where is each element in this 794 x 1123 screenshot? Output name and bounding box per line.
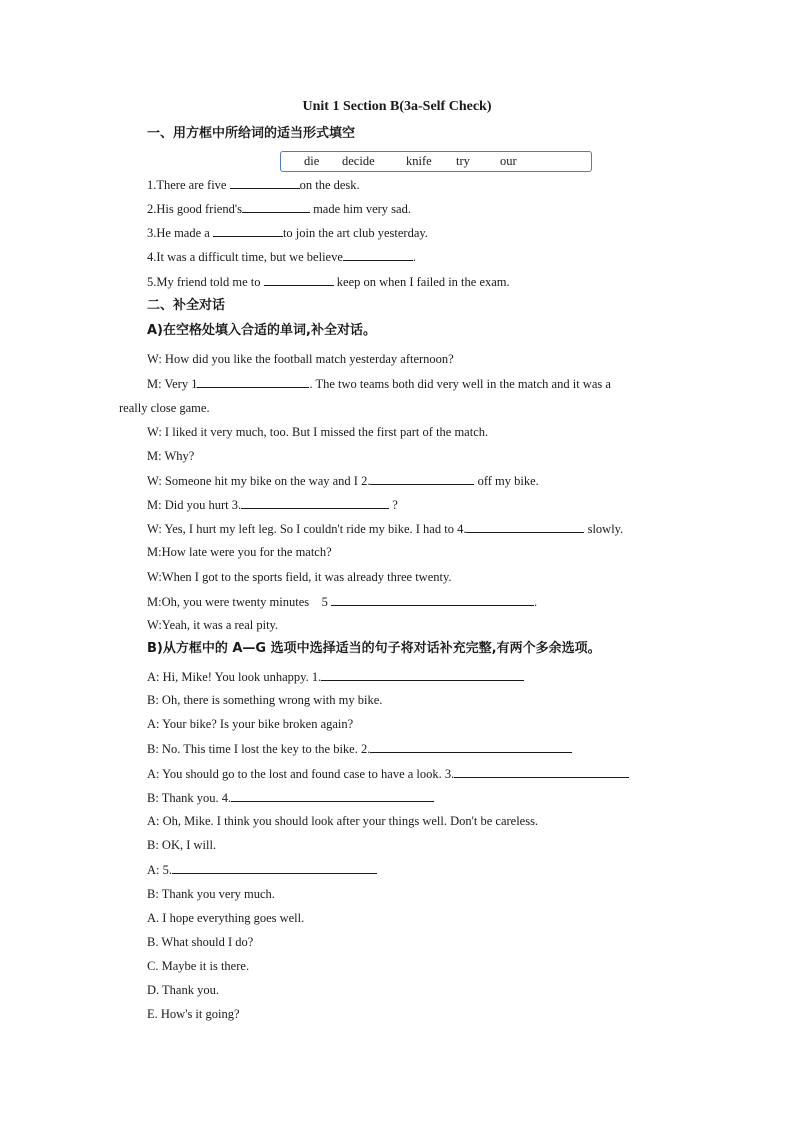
answer-blank[interactable] [370, 740, 572, 753]
dialogue-line: B: Thank you very much. [147, 887, 275, 901]
word-box-item: die [304, 154, 320, 168]
part2-heading: 二、补全对话 [147, 298, 226, 313]
section-b-heading: B)从方框中的 A—G 选项中选择适当的句子将对话补充完整,有两个多余选项。 [147, 641, 601, 656]
answer-blank[interactable] [241, 496, 389, 509]
word-box-item: decide [342, 154, 375, 168]
answer-blank[interactable] [454, 765, 629, 778]
answer-blank[interactable] [231, 789, 434, 802]
answer-blank[interactable] [197, 375, 309, 388]
dialogue-line: B: Thank you. 4. [147, 789, 434, 806]
dialogue-line: B: OK, I will. [147, 838, 217, 852]
dialogue-line: M:Oh, you were twenty minutes 5 . [147, 595, 538, 609]
answer-blank[interactable] [172, 861, 377, 874]
word-box [280, 151, 592, 172]
part1-heading: 一、用方框中所给词的适当形式填空 [147, 126, 356, 141]
dialogue-line: W:When I got to the sports field, it was already three twenty. [147, 570, 452, 584]
dialogue-line: A: You should go to the lost and found case to have a look. 3. [147, 765, 629, 782]
dialogue-line: A: 5. [147, 861, 377, 878]
option-line: C. Maybe it is there. [147, 959, 250, 973]
dialogue-line: W: I liked it very much, too. But I missed the first part of the match. [147, 425, 489, 439]
answer-blank[interactable] [331, 593, 534, 606]
dialogue-line: W: Someone hit my bike on the way and I 2. off my bike. [147, 474, 539, 488]
answer-blank[interactable] [264, 273, 334, 286]
exercise-item: 2.His good friend's made him very sad. [147, 202, 411, 216]
dialogue-line: B: Oh, there is something wrong with my bike. [147, 693, 383, 707]
exercise-item: 1.There are five on the desk. [147, 178, 360, 192]
dialogue-line: W: Yes, I hurt my left leg. So I couldn't ride my bike. I had to 4. slowly. [147, 522, 624, 536]
dialogue-line: A: Oh, Mike. I think you should look after your things well. Don't be careless. [147, 814, 539, 828]
answer-blank[interactable] [230, 176, 300, 189]
dialogue-line: A: Hi, Mike! You look unhappy. 1. [147, 668, 524, 685]
answer-blank[interactable] [242, 200, 310, 213]
dialogue-line: W: How did you like the football match yesterday afternoon? [147, 352, 454, 366]
option-line: D. Thank you. [147, 983, 219, 997]
dialogue-line: W:Yeah, it was a real pity. [147, 618, 279, 632]
answer-blank[interactable] [370, 472, 474, 485]
word-box-item: knife [406, 154, 432, 168]
dialogue-line: M: Did you hurt 3. ? [147, 498, 398, 512]
exercise-item: 5.My friend told me to keep on when I failed in the exam. [147, 275, 510, 289]
dialogue-line: A: Your bike? Is your bike broken again? [147, 717, 354, 731]
answer-blank[interactable] [466, 520, 584, 533]
answer-blank[interactable] [343, 248, 413, 261]
answer-blank[interactable] [213, 224, 283, 237]
option-line: E. How's it going? [147, 1007, 240, 1021]
word-box-item: try [456, 154, 470, 168]
section-a-heading: A)在空格处填入合适的单词,补全对话。 [147, 323, 376, 338]
dialogue-line: B: No. This time I lost the key to the bike. 2. [147, 740, 572, 757]
word-box-item: our [500, 154, 517, 168]
option-line: A. I hope everything goes well. [147, 911, 305, 925]
page-title: Unit 1 Section B(3a-Self Check) [302, 99, 492, 114]
exercise-item: 3.He made a to join the art club yesterday. [147, 226, 428, 240]
dialogue-line: really close game. [119, 401, 210, 415]
dialogue-line: M:How late were you for the match? [147, 545, 332, 559]
answer-blank[interactable] [321, 668, 524, 681]
option-line: B. What should I do? [147, 935, 254, 949]
dialogue-line: M: Why? [147, 449, 195, 463]
exercise-item: 4.It was a difficult time, but we believe . [147, 250, 417, 264]
dialogue-line: M: Very 1 . The two teams both did very well in the match and it was a [147, 377, 611, 391]
